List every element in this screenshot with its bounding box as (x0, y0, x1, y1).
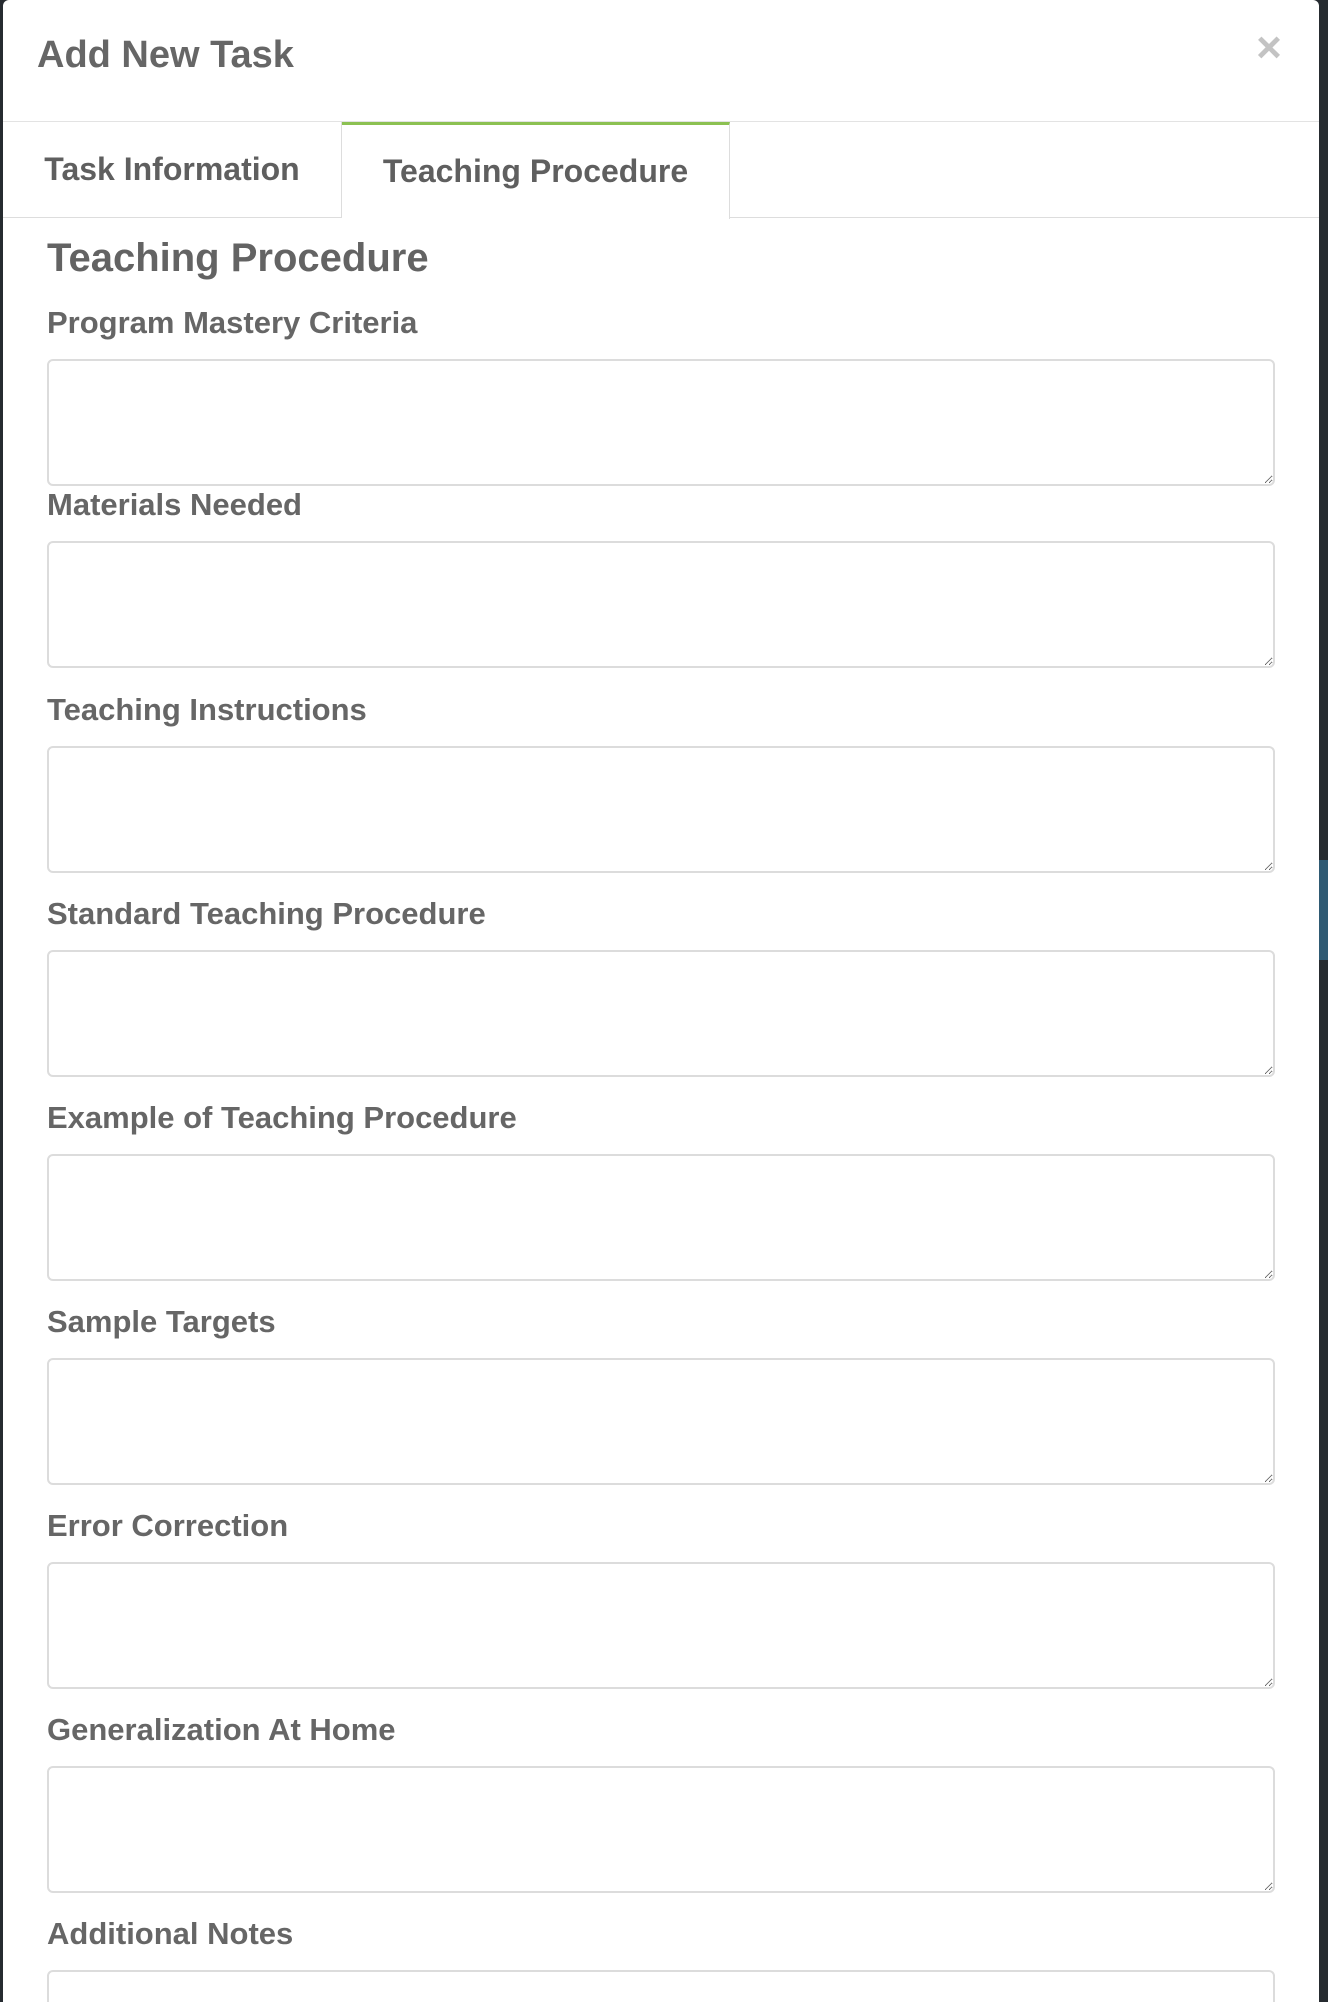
modal-header (3, 0, 1319, 122)
field-label-additional-notes: Additional Notes (47, 1916, 294, 1951)
materials-needed-textarea[interactable] (47, 541, 1275, 668)
example-of-teaching-procedure-textarea[interactable] (47, 1154, 1275, 1281)
section-title: Teaching Procedure (47, 236, 429, 280)
sample-targets-textarea[interactable] (47, 1358, 1275, 1485)
add-task-modal (3, 0, 1319, 2002)
additional-notes-textarea[interactable] (47, 1970, 1275, 2002)
teaching-instructions-textarea[interactable] (47, 746, 1275, 873)
generalization-at-home-textarea[interactable] (47, 1766, 1275, 1893)
field-label-materials-needed: Materials Needed (47, 487, 302, 522)
field-label-teaching-instructions: Teaching Instructions (47, 692, 367, 727)
tab-teaching-procedure[interactable]: Teaching Procedure (342, 122, 730, 219)
modal-title: Add New Task (37, 34, 294, 76)
close-icon[interactable]: × (1256, 23, 1282, 72)
backdrop-strip (1318, 860, 1328, 960)
field-label-example-of-teaching-procedure: Example of Teaching Procedure (47, 1100, 517, 1135)
program-mastery-criteria-textarea[interactable] (47, 359, 1275, 486)
field-label-sample-targets: Sample Targets (47, 1304, 276, 1339)
field-label-program-mastery-criteria: Program Mastery Criteria (47, 305, 418, 340)
tab-bar (3, 122, 1319, 218)
field-label-generalization-at-home: Generalization At Home (47, 1712, 396, 1747)
error-correction-textarea[interactable] (47, 1562, 1275, 1689)
tab-task-information[interactable]: Task Information (3, 122, 342, 218)
standard-teaching-procedure-textarea[interactable] (47, 950, 1275, 1077)
field-label-error-correction: Error Correction (47, 1508, 289, 1543)
field-label-standard-teaching-procedure: Standard Teaching Procedure (47, 896, 486, 931)
